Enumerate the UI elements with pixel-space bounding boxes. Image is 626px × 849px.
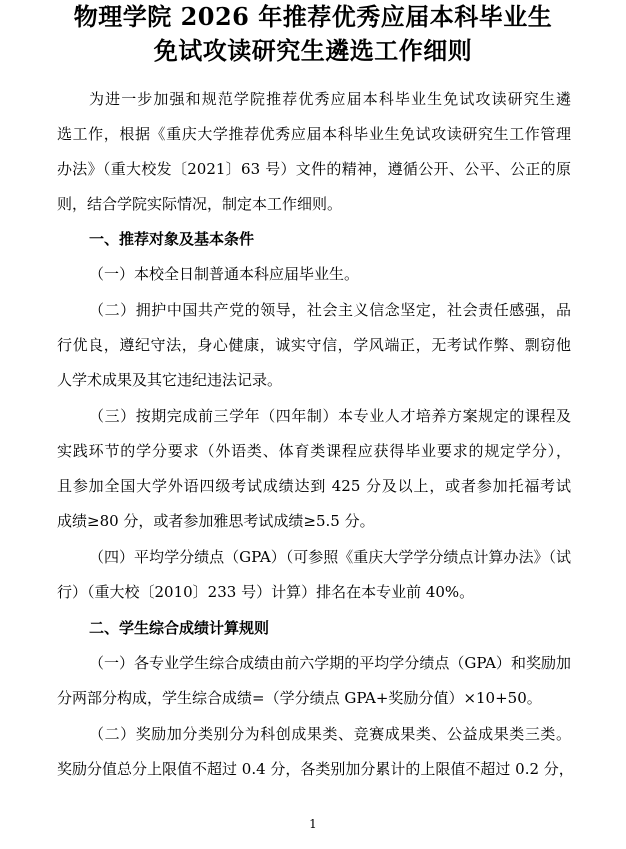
section-heading: 一、推荐对象及基本条件 <box>89 230 255 248</box>
paragraph-line: 行）（重大校〔2010〕233 号）计算）排名在本专业前 40%。 <box>57 583 475 601</box>
paragraph-line: 奖励分值总分上限值不超过 0.4 分，各类别加分累计的上限值不超过 0.2 分， <box>57 760 574 778</box>
paragraph-line: （二）奖励加分类别分为科创成果类、竞赛成果类、公益成果类三类。 <box>89 725 571 743</box>
paragraph-line: 实践环节的学分要求（外语类、体育类课程应获得毕业要求的规定学分）， <box>57 442 571 460</box>
paragraph-line: 成绩≥80 分，或者参加雅思考试成绩≥5.5 分。 <box>57 512 375 530</box>
paragraph-line: 人学术成果及其它违纪违法记录。 <box>57 371 283 389</box>
paragraph-line: 行优良，遵纪守法，身心健康，诚实守信，学风端正，无考试作弊、剽窃他 <box>57 336 571 354</box>
paragraph-line: 且参加全国大学外语四级考试成绩达到 425 分及以上，或者参加托福考试 <box>57 477 571 495</box>
paragraph-line: （二）拥护中国共产党的领导，社会主义信念坚定，社会责任感强，品 <box>89 301 571 319</box>
paragraph-line: （一）各专业学生综合成绩由前六学期的平均学分绩点（GPA）和奖励加 <box>89 654 571 672</box>
intro-line: 选工作，根据《重庆大学推荐优秀应届本科毕业生免试攻读研究生工作管理 <box>57 125 571 143</box>
intro-line: 为进一步加强和规范学院推荐优秀应届本科毕业生免试攻读研究生遴 <box>89 90 571 108</box>
intro-line: 办法》（重大校发〔2021〕63 号）文件的精神，遵循公开、公平、公正的原 <box>57 160 571 178</box>
paragraph-line: （三）按期完成前三学年（四年制）本专业人才培养方案规定的课程及 <box>89 407 571 425</box>
paragraph-line: （一）本校全日制普通本科应届毕业生。 <box>89 265 360 283</box>
document-title-line-2: 免试攻读研究生遴选工作细则 <box>153 36 473 65</box>
document-title-line-1: 物理学院 2026 年推荐优秀应届本科毕业生 <box>73 2 553 31</box>
paragraph-line: （四）平均学分绩点（GPA）（可参照《重庆大学学分绩点计算办法》（试 <box>89 548 571 566</box>
section-heading: 二、学生综合成绩计算规则 <box>89 619 270 637</box>
page-number: 1 <box>309 817 317 831</box>
intro-line: 则，结合学院实际情况，制定本工作细则。 <box>57 195 343 213</box>
paragraph-line: 分两部分构成，学生综合成绩=（学分绩点 GPA+奖励分值）×10+50。 <box>57 689 542 707</box>
